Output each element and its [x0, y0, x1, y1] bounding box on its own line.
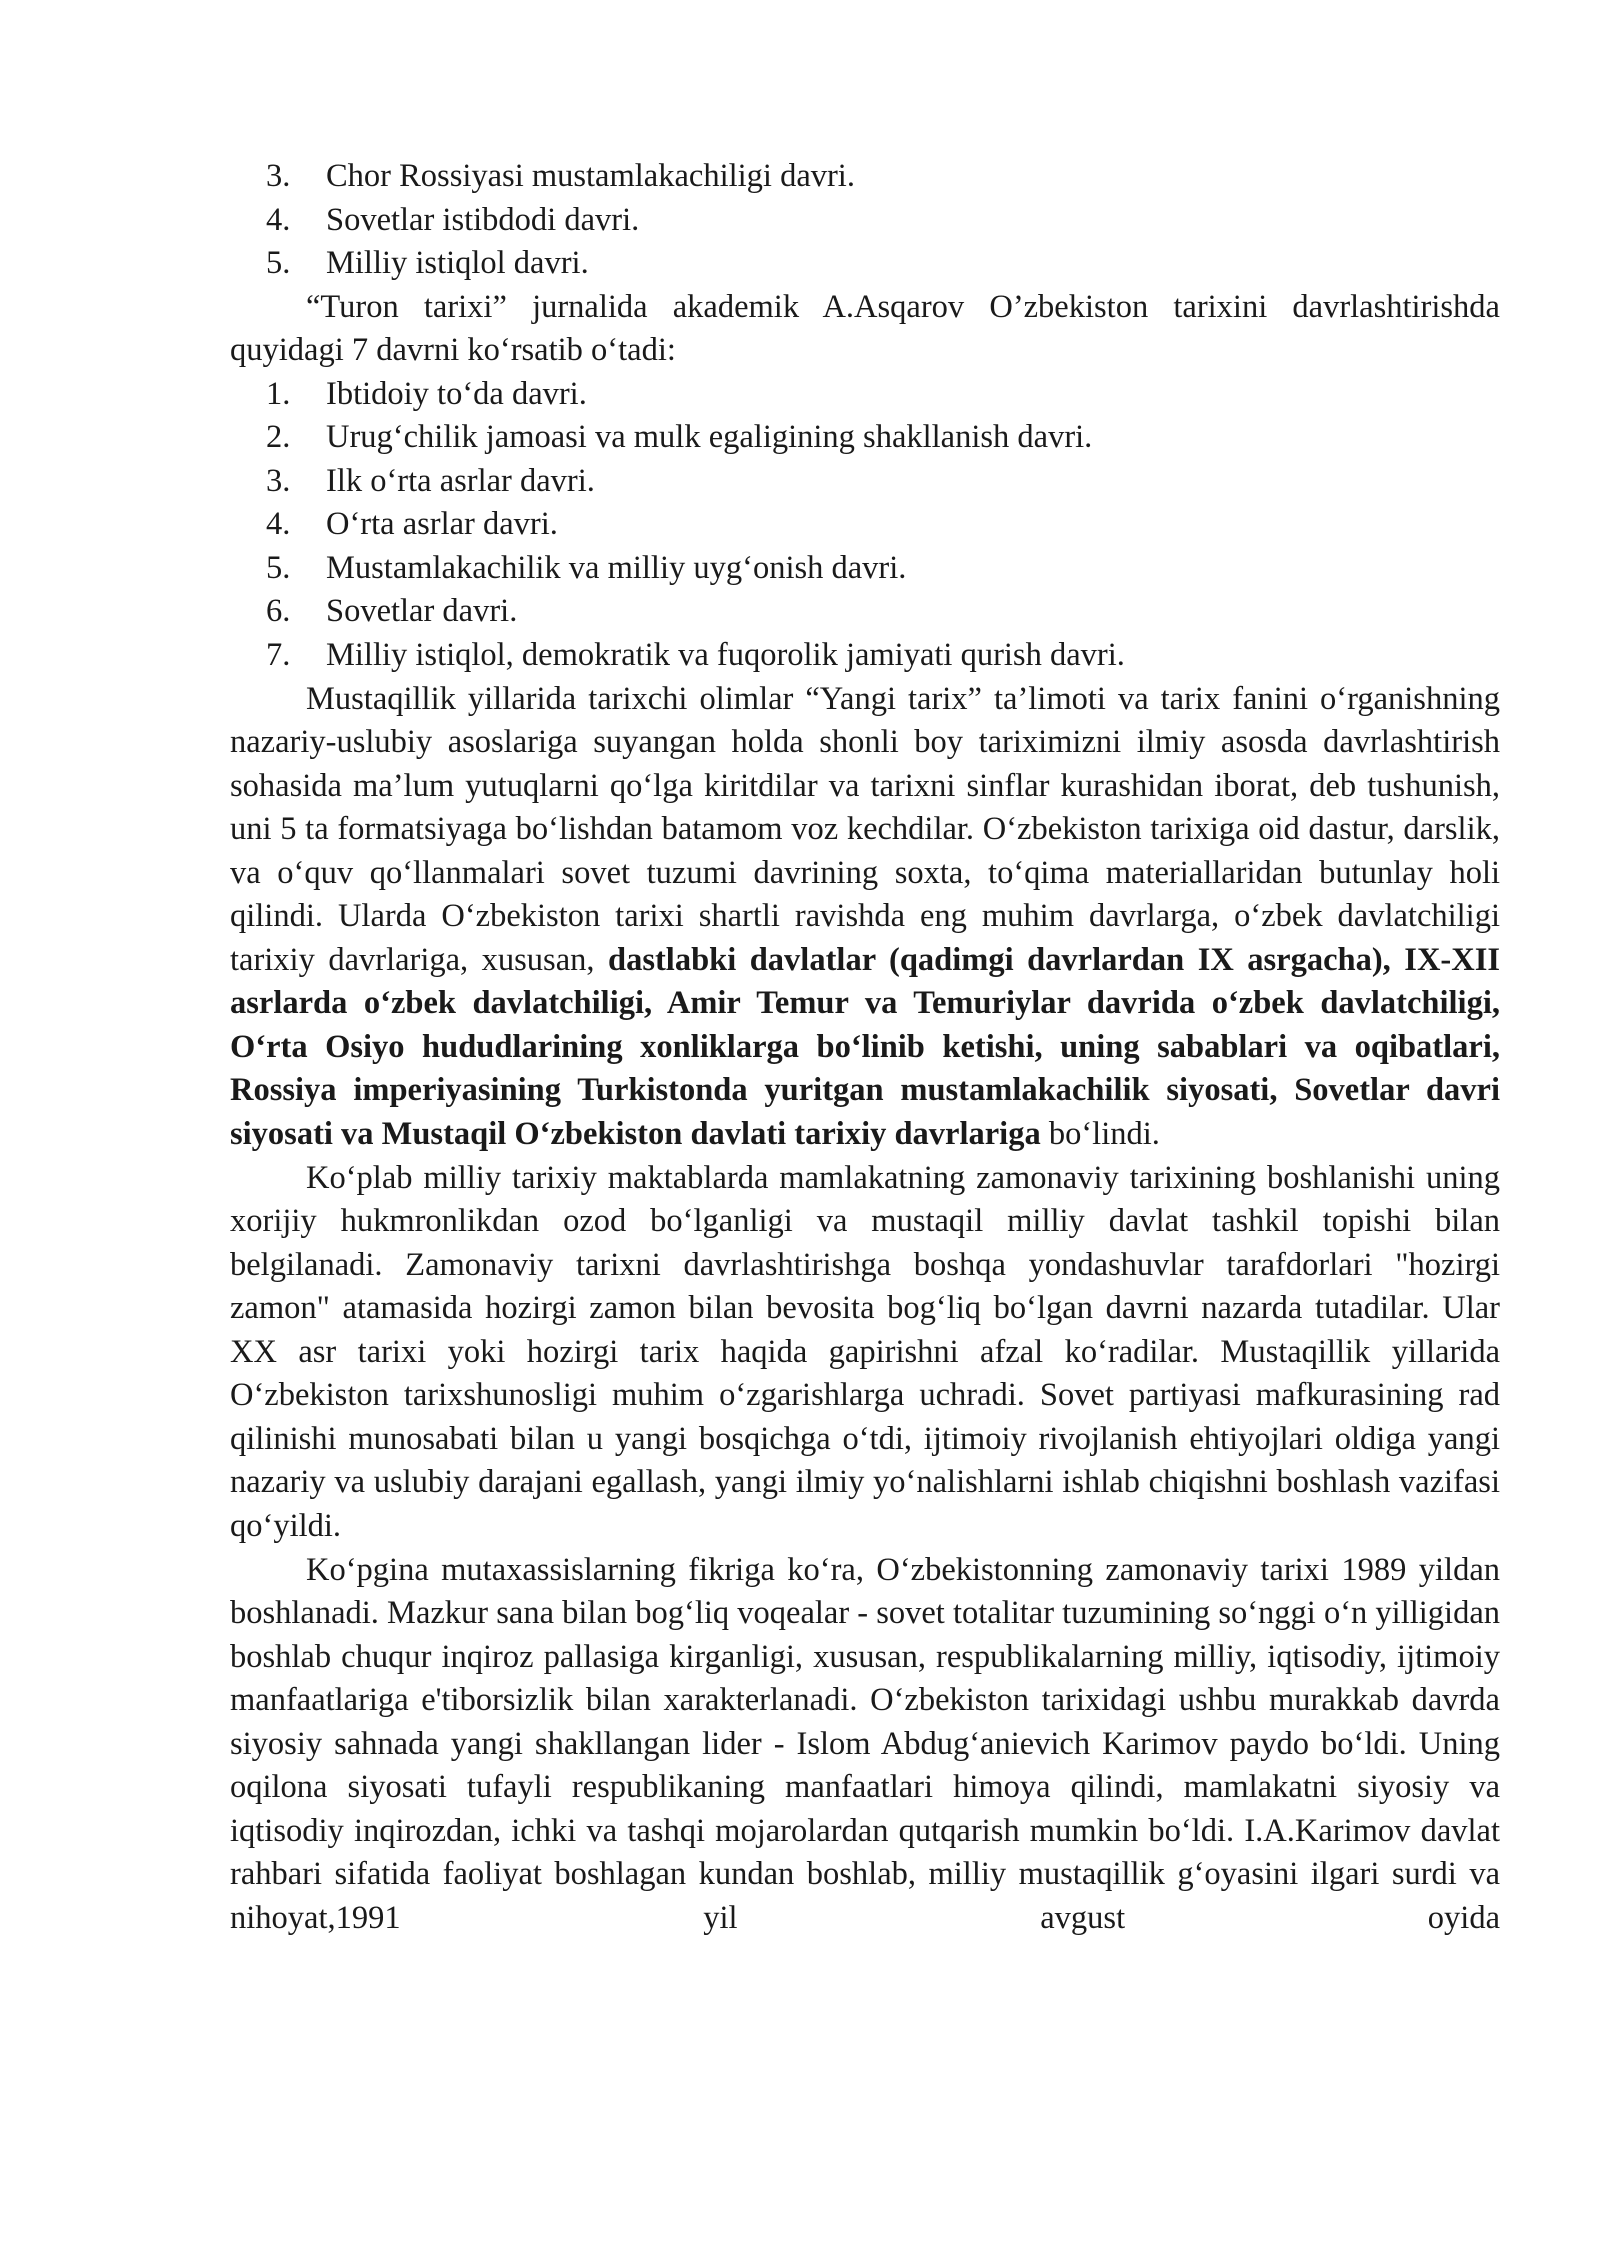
period-list-b [230, 373, 1500, 678]
list-item-text: Sovetlar istibdodi davri. [326, 201, 640, 238]
list-item-text: Ilk o‘rta asrlar davri. [326, 462, 595, 499]
list-item [230, 373, 1500, 417]
list-number: 4. [266, 201, 291, 238]
paragraph-turon: “Turon tarixi” jurnalida akademik A.Asqarov O’zbekiston tarixini davrlashtirishda quyidagi 7 davrni ko‘rsatib o‘tadi: [230, 288, 1500, 369]
list-item [230, 242, 1500, 286]
document-page [230, 155, 1500, 1940]
list-item [230, 155, 1500, 199]
list-item-text: Milliy istiqlol davri. [326, 245, 589, 282]
list-item [230, 416, 1500, 460]
paragraph-tarixiy-maktablar: Ko‘plab milliy tarixiy maktablarda mamlakatning zamonaviy tarixining boshlanishi uning xorijiy hukmronlikdan ozod bo‘lganligi va mustaqil milliy davlat tashkil topishi bilan belgilanadi. Zamonaviy tarixni davrlashtirishga boshqa yondashuvlar tarafdorlari "hozirgi zamon" atamasida hozirgi zamon bilan bevosita bog‘liq bo‘lgan davrni nazarda tutadilar. Ular XX asr tarixi yoki hozirgi tarix haqida gapirishni afzal ko‘radilar. Mustaqillik yillarida O‘zbekiston tarixshunosligi muhim o‘zgarishlarga uchradi. Sovet partiyasi mafkurasining rad qilinishi munosabati bilan u yangi bosqichga o‘tdi, ijtimoiy rivojlanish ehtiyojlari oldiga yangi nazariy va uslubiy darajani egallash, yangi ilmiy yo‘nalishlarni ishlab chiqishni boshlash vazifasi qo‘yildi. [230, 1159, 1500, 1544]
list-item-text: Chor Rossiyasi mustamlakachiligi davri. [326, 158, 855, 194]
period-list-a [230, 155, 1500, 286]
list-number: 5. [266, 549, 291, 586]
list-number: 5. [266, 245, 291, 282]
list-item [230, 199, 1500, 243]
list-number: 6. [266, 593, 291, 630]
list-number: 4. [266, 506, 291, 543]
list-item [230, 634, 1500, 678]
list-item [230, 590, 1500, 634]
list-item-text: Milliy istiqlol, demokratik va fuqorolik jamiyati qurish davri. [326, 637, 1125, 674]
list-number: 2. [266, 419, 291, 456]
list-item [230, 503, 1500, 547]
list-item-text: Mustamlakachilik va milliy uyg‘onish davri. [326, 549, 907, 586]
list-number: 7. [266, 637, 291, 674]
list-item-text: O‘rta asrlar davri. [326, 506, 558, 543]
paragraph-text: Mustaqillik yillarida tarixchi olimlar “Yangi tarix” ta’limoti va tarix fanini o‘rganishning nazariy-uslubiy asoslariga suyangan holda shonli boy tariximizni ilmiy asosda davrlashtirish sohasida ma’lum yutuqlarni qo‘lga kiritdilar va tarixni sinflar kurashidan iborat, deb tushunish, uni 5 ta formatsiyaga bo‘lishdan batamom voz kechdilar. O‘zbekiston tarixiga oid dastur, darslik, va o‘quv qo‘llanmalari sovet tuzumi davrining soxta, to‘qima materiallaridan butunlay holi qilindi. Ularda O‘zbekiston tarixi shartli ravishda eng muhim davrlarga, o‘zbek davlatchiligi tarixiy davrlariga, xususan, [230, 680, 1500, 978]
list-number: 1. [266, 375, 291, 412]
list-item-text: Urug‘chilik jamoasi va mulk egaligining shakllanish davri. [326, 419, 1093, 456]
list-item [230, 460, 1500, 504]
list-item-text: Ibtidoiy to‘da davri. [326, 375, 587, 412]
paragraph-mustaqillik [230, 678, 1500, 1157]
list-item-text: Sovetlar davri. [326, 593, 518, 630]
list-number: 3. [266, 462, 291, 499]
list-number: 3. [266, 158, 291, 194]
paragraph-text: bo‘lindi. [1040, 1116, 1160, 1153]
paragraph-bold-text: dastlabki davlatlar (qadimgi davrlardan IX asrgacha), IX-XII asrlarda o‘zbek davlatchiligi, Amir Temur va Temuriylar davrida o‘zbek davlatchiligi, O‘rta Osiyo hududlarining xonliklarga bo‘linib ketishi, uning sabablari va oqibatlari, Rossiya imperiyasining Turkistonda yuritgan mustamlakachilik siyosati, Sovetlar davri siyosati va Mustaqil O‘zbekiston davlati tarixiy davrlariga [230, 941, 1500, 1153]
list-item [230, 547, 1500, 591]
paragraph-zamonaviy-tarix: Ko‘pgina mutaxassislarning fikriga ko‘ra, O‘zbekistonning zamonaviy tarixi 1989 yildan boshlanadi. Mazkur sana bilan bog‘liq voqealar - sovet totalitar tuzumining so‘nggi o‘n yilligidan boshlab chuqur inqiroz pallasiga kirganligi, xususan, respublikalarning milliy, iqtisodiy, ijtimoiy manfaatlariga e'tiborsizlik bilan xarakterlanadi. O‘zbekiston tarixidagi ushbu murakkab davrda siyosiy sahnada yangi shakllangan lider - Islom Abdug‘anievich Karimov paydo bo‘ldi. Uning oqilona siyosati tufayli respublikaning manfaatlari himoya qilindi, mamlakatni siyosiy va iqtisodiy inqirozdan, ichki va tashqi mojarolardan qutqarish mumkin bo‘ldi. I.A.Karimov davlat rahbari sifatida faoliyat boshlagan kundan boshlab, milliy mustaqillik g‘oyasini ilgari surdi va nihoyat,1991 yil avgust oyida [230, 1551, 1500, 1936]
